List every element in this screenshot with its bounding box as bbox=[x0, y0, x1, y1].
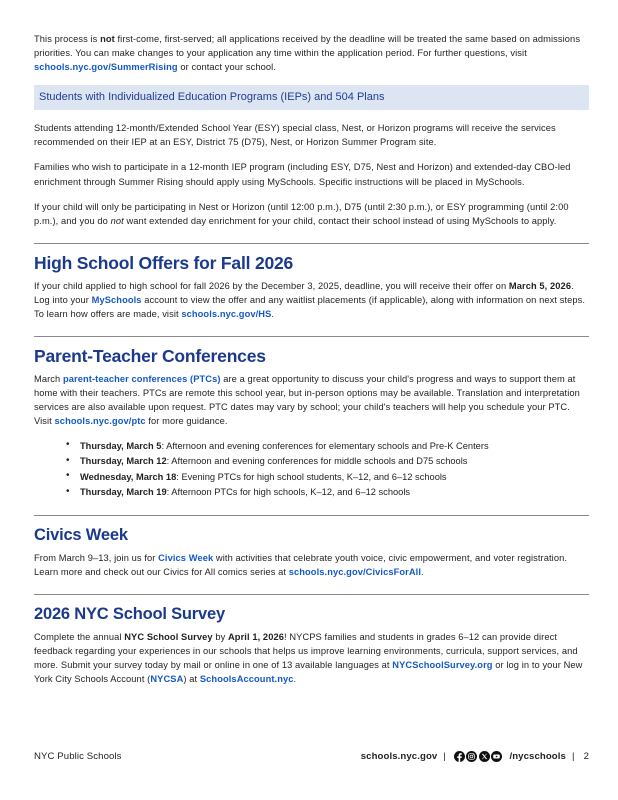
section-band-iep: Students with Individualized Education Programs (IEPs) and 504 Plans bbox=[34, 85, 589, 110]
x-twitter-icon[interactable] bbox=[479, 751, 490, 762]
footer-social-icons bbox=[454, 751, 503, 762]
link-civics-for-all[interactable]: schools.nyc.gov/CivicsForAll bbox=[288, 566, 422, 577]
link-schoolsaccount-nyc[interactable]: SchoolsAccount.nyc bbox=[199, 674, 294, 685]
iep-p3-italic-not: not bbox=[110, 215, 124, 226]
section-divider-survey bbox=[34, 594, 589, 595]
list-item bbox=[80, 454, 589, 469]
list-item bbox=[80, 470, 589, 485]
survey-paragraph bbox=[34, 630, 589, 686]
ptc-paragraph bbox=[34, 372, 589, 428]
footer-separator-1: | bbox=[443, 751, 446, 762]
hs-mid1: . Log into your bbox=[34, 280, 574, 305]
link-schools-nyc-gov-hs[interactable]: schools.nyc.gov/HS bbox=[181, 309, 272, 320]
link-civics-week[interactable]: Civics Week bbox=[158, 552, 214, 563]
ptc-date-day: Thursday, March 12 bbox=[80, 456, 167, 467]
ptc-post: for more guidance. bbox=[145, 416, 228, 427]
page-footer bbox=[34, 751, 589, 762]
iep-p3-pre: If your child will only be participating in Nest or Horizon (until 12:00 p.m.), D75 (until 2:30 p.m.), or ESY programming (until 2:00 p.m.), and you do bbox=[34, 201, 569, 226]
youtube-icon[interactable] bbox=[491, 751, 502, 762]
link-summer-rising[interactable]: schools.nyc.gov/SummerRising bbox=[34, 62, 178, 73]
survey-bold-name: NYC School Survey bbox=[124, 632, 213, 643]
heading-parent-teacher-conferences: Parent-Teacher Conferences bbox=[34, 346, 266, 367]
survey-post: . bbox=[293, 674, 297, 685]
ptc-date-day: Thursday, March 19 bbox=[80, 487, 167, 498]
high-school-paragraph bbox=[34, 279, 589, 321]
ptc-dates-list bbox=[34, 439, 589, 500]
survey-mid2: ! NYCPS families and students in grades 6–12 can provide direct feedback regarding your experiences in our schools that helps us improve learning environments, curricula, support services, and more. Submit your survey today by mail or online in one of 13 available languages at bbox=[34, 632, 578, 671]
facebook-icon[interactable] bbox=[454, 751, 465, 762]
heading-nyc-school-survey: 2026 NYC School Survey bbox=[34, 605, 225, 624]
link-schools-nyc-gov-ptc[interactable]: schools.nyc.gov/ptc bbox=[54, 416, 146, 427]
ptc-mid: are a great opportunity to discuss your child's progress and ways to support them at home with their teachers. PTCs are remote this school year, but in-person options may be available. Translation and interpretation services are also available upon request. PTC dates may vary by school; your child's teachers will help you schedule your PTC. Visit bbox=[34, 374, 580, 427]
civics-mid: with activities that celebrate youth voice, civic empowerment, and voter registration. Learn more and check out our Civics for All comics series at bbox=[34, 552, 568, 577]
heading-high-school-offers: High School Offers for Fall 2026 bbox=[34, 252, 294, 273]
civics-pre: From March 9–13, join us for bbox=[34, 552, 159, 563]
civics-paragraph bbox=[34, 551, 589, 579]
intro-paragraph bbox=[34, 32, 589, 74]
footer-organization-name: NYC Public Schools bbox=[34, 751, 122, 762]
intro-text-pre: This process is bbox=[34, 34, 101, 44]
hs-bold-date: March 5, 2026 bbox=[508, 280, 572, 291]
section-divider-ptc bbox=[34, 336, 589, 337]
link-nycschoolsurvey-org[interactable]: NYCSchoolSurvey.org bbox=[392, 660, 493, 671]
hs-pre: If your child applied to high school for fall 2026 by the December 3, 2025, deadline, you will receive their offer on bbox=[34, 280, 509, 291]
hs-post: . bbox=[271, 309, 275, 320]
survey-mid3: or log in to your New York City Schools Account ( bbox=[34, 660, 583, 685]
survey-bold-date: April 1, 2026 bbox=[228, 632, 284, 643]
iep-paragraph-2: Families who wish to participate in a 12-month IEP program (including ESY, D75, Nest and Horizon) and extended-day CBO-led enrichment through Summer Rising should apply using MySchools. Specific instructions will be placed in MySchools. bbox=[34, 162, 571, 187]
ptc-date-detail: : Afternoon and evening conferences for elementary schools and Pre-K Centers bbox=[161, 440, 489, 451]
intro-bold-not: not bbox=[100, 34, 115, 44]
ptc-date-detail: : Afternoon PTCs for high schools, K–12, and 6–12 schools bbox=[166, 487, 411, 498]
intro-text-post: or contact your school. bbox=[177, 62, 277, 73]
survey-mid1: by bbox=[212, 632, 228, 643]
iep-p3-post: want extended day enrichment for your child, contact their school instead of using MySchools to apply. bbox=[123, 215, 557, 226]
ptc-pre: March bbox=[34, 374, 63, 385]
survey-mid4: ) at bbox=[183, 674, 200, 685]
section-divider-high-school bbox=[34, 243, 589, 244]
list-item bbox=[80, 485, 589, 500]
link-myschools[interactable]: MySchools bbox=[91, 294, 142, 305]
ptc-date-day: Wednesday, March 18 bbox=[80, 471, 177, 482]
footer-page-number: 2 bbox=[583, 751, 589, 762]
hs-mid2: account to view the offer and any waitlist placements (if applicable), along with information on next steps. To learn how offers are made, visit bbox=[34, 294, 586, 320]
section-divider-civics bbox=[34, 515, 589, 516]
ptc-date-detail: : Afternoon and evening conferences for middle schools and D75 schools bbox=[166, 456, 468, 467]
survey-pre: Complete the annual bbox=[34, 632, 125, 643]
heading-civics-week: Civics Week bbox=[34, 525, 128, 544]
ptc-date-day: Thursday, March 5 bbox=[80, 440, 162, 451]
footer-contact-group bbox=[361, 751, 589, 762]
civics-post: . bbox=[421, 566, 424, 577]
iep-paragraph-3 bbox=[34, 200, 589, 228]
instagram-icon[interactable] bbox=[466, 751, 477, 762]
intro-text-mid: first-come, first-served; all applications received by the deadline will be treated the same based on admissions priorities. You can make changes to your application any time within the application period. For further questions, visit bbox=[34, 34, 581, 59]
link-parent-teacher-conferences[interactable]: parent-teacher conferences (PTCs) bbox=[62, 374, 221, 385]
footer-website[interactable]: schools.nyc.gov bbox=[360, 751, 438, 762]
footer-social-handle[interactable]: /nycschools bbox=[509, 751, 566, 762]
iep-paragraph-1: Students attending 12-month/Extended School Year (ESY) special class, Nest, or Horizon programs will receive the services recommended on their IEP at an ESY, District 75 (D75), Nest, or Horizon Summer Program site. bbox=[34, 123, 556, 148]
link-nycsa[interactable]: NYCSA bbox=[150, 674, 184, 685]
list-item bbox=[80, 439, 589, 454]
footer-separator-2: | bbox=[571, 751, 575, 762]
ptc-date-detail: : Evening PTCs for high school students, K–12, and 6–12 schools bbox=[176, 471, 447, 482]
